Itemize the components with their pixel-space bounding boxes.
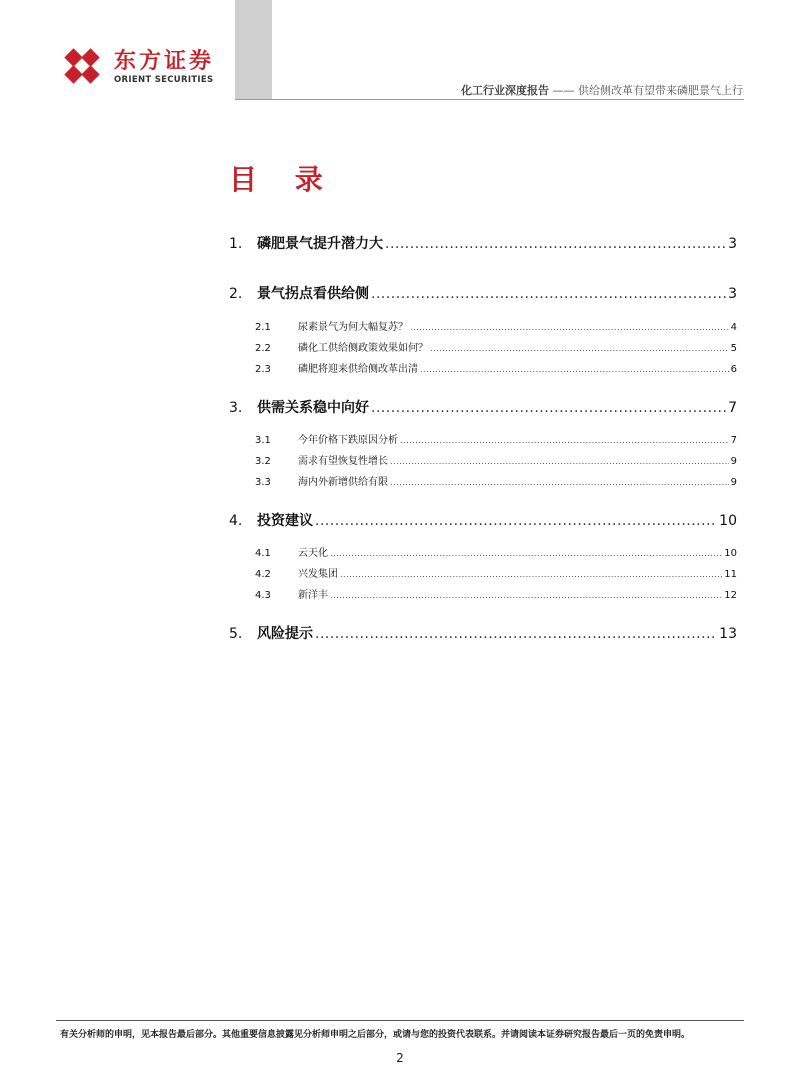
toc-label: 今年价格下跌原因分析 xyxy=(298,435,398,446)
brand-name-cn: 东方证券 xyxy=(114,49,215,74)
header-accent-bar xyxy=(235,0,272,100)
toc-num: 4.3 xyxy=(255,590,271,601)
toc-label: 云天化 xyxy=(298,548,328,559)
toc-entry-1[interactable] xyxy=(229,233,737,253)
toc-leader xyxy=(371,400,726,416)
header-separator: —— xyxy=(549,84,578,97)
toc-num: 3.2 xyxy=(255,456,271,467)
toc-num: 4. xyxy=(229,513,243,529)
toc-page: 7 xyxy=(730,435,737,446)
toc-leader xyxy=(371,286,726,302)
toc-leader xyxy=(340,570,722,579)
toc-entry-2-3[interactable] xyxy=(229,360,737,375)
toc-leader xyxy=(315,513,717,529)
toc-entry-3-3[interactable] xyxy=(229,473,737,488)
toc-page: 12 xyxy=(724,590,737,601)
toc-page: 9 xyxy=(730,477,737,488)
toc-page: 11 xyxy=(724,569,737,580)
toc-num: 5. xyxy=(229,626,243,642)
toc-entry-3-1[interactable] xyxy=(229,431,737,446)
toc-entry-2[interactable] xyxy=(229,283,737,303)
toc-label: 新洋丰 xyxy=(298,590,328,601)
toc-entry-5[interactable] xyxy=(229,623,737,643)
toc-page: 13 xyxy=(719,626,737,642)
toc-leader xyxy=(420,365,729,374)
toc-leader xyxy=(410,323,729,332)
toc-num: 1. xyxy=(229,236,243,252)
header-rule xyxy=(235,99,744,100)
toc-entry-4[interactable] xyxy=(229,510,737,530)
toc-entry-4-2[interactable] xyxy=(229,565,737,580)
report-header xyxy=(461,82,743,98)
toc-leader xyxy=(400,436,729,445)
toc-title: 目 录 xyxy=(229,163,337,196)
toc-num: 3. xyxy=(229,400,243,416)
toc-label: 风险提示 xyxy=(257,626,313,642)
toc-num: 2. xyxy=(229,286,243,302)
toc-num: 4.1 xyxy=(255,548,271,559)
toc-leader xyxy=(330,549,722,558)
report-type: 化工行业深度报告 xyxy=(461,84,549,97)
toc-leader xyxy=(330,591,722,600)
footer-disclaimer: 有关分析师的申明，见本报告最后部分。其他重要信息披露见分析师申明之后部分，或请与您的投资代表联系。并请阅读本证券研究报告最后一页的免责申明。 xyxy=(60,1030,691,1040)
toc-num: 3.3 xyxy=(255,477,271,488)
toc-leader xyxy=(390,457,729,466)
report-title: 供给侧改革有望带来磷肥景气上行 xyxy=(578,84,743,97)
toc-label: 兴发集团 xyxy=(298,569,338,580)
toc-page: 10 xyxy=(724,548,737,559)
toc-page: 3 xyxy=(728,286,737,302)
toc-num: 2.2 xyxy=(255,343,271,354)
toc-page: 4 xyxy=(730,322,737,333)
toc-entry-3[interactable] xyxy=(229,397,737,417)
brand-name-en: ORIENT SECURITIES xyxy=(114,75,214,85)
toc-page: 9 xyxy=(730,456,737,467)
toc-num: 2.3 xyxy=(255,364,271,375)
toc-leader xyxy=(315,626,717,642)
toc-label: 海内外新增供给有限 xyxy=(298,477,388,488)
page-number: 2 xyxy=(396,1051,404,1065)
orient-securities-logo-icon xyxy=(58,42,106,90)
toc-page: 6 xyxy=(730,364,737,375)
toc-entry-4-3[interactable] xyxy=(229,586,737,601)
toc-entry-2-2[interactable] xyxy=(229,339,737,354)
toc-label: 供需关系稳中向好 xyxy=(257,400,369,416)
toc-label: 景气拐点看供给侧 xyxy=(257,286,369,302)
toc-page: 7 xyxy=(728,400,737,416)
toc-num: 4.2 xyxy=(255,569,271,580)
toc-entry-3-2[interactable] xyxy=(229,452,737,467)
toc-page: 5 xyxy=(730,343,737,354)
toc-label: 磷肥景气提升潜力大 xyxy=(257,236,383,252)
toc-page: 3 xyxy=(728,236,737,252)
toc-page: 10 xyxy=(719,513,737,529)
toc-label: 需求有望恢复性增长 xyxy=(298,456,388,467)
toc-entry-2-1[interactable] xyxy=(229,318,737,333)
toc-label: 磷肥将迎来供给侧改革出清 xyxy=(298,364,418,375)
toc-entry-4-1[interactable] xyxy=(229,544,737,559)
toc-label: 磷化工供给侧政策效果如何？ xyxy=(298,343,428,354)
toc-label: 尿素景气为何大幅复苏？ xyxy=(298,322,408,333)
toc-leader xyxy=(385,236,726,252)
toc-leader xyxy=(430,344,729,353)
toc-num: 2.1 xyxy=(255,322,271,333)
toc-leader xyxy=(390,478,729,487)
toc-label: 投资建议 xyxy=(257,513,313,529)
toc-num: 3.1 xyxy=(255,435,271,446)
footer-rule xyxy=(56,1020,744,1021)
